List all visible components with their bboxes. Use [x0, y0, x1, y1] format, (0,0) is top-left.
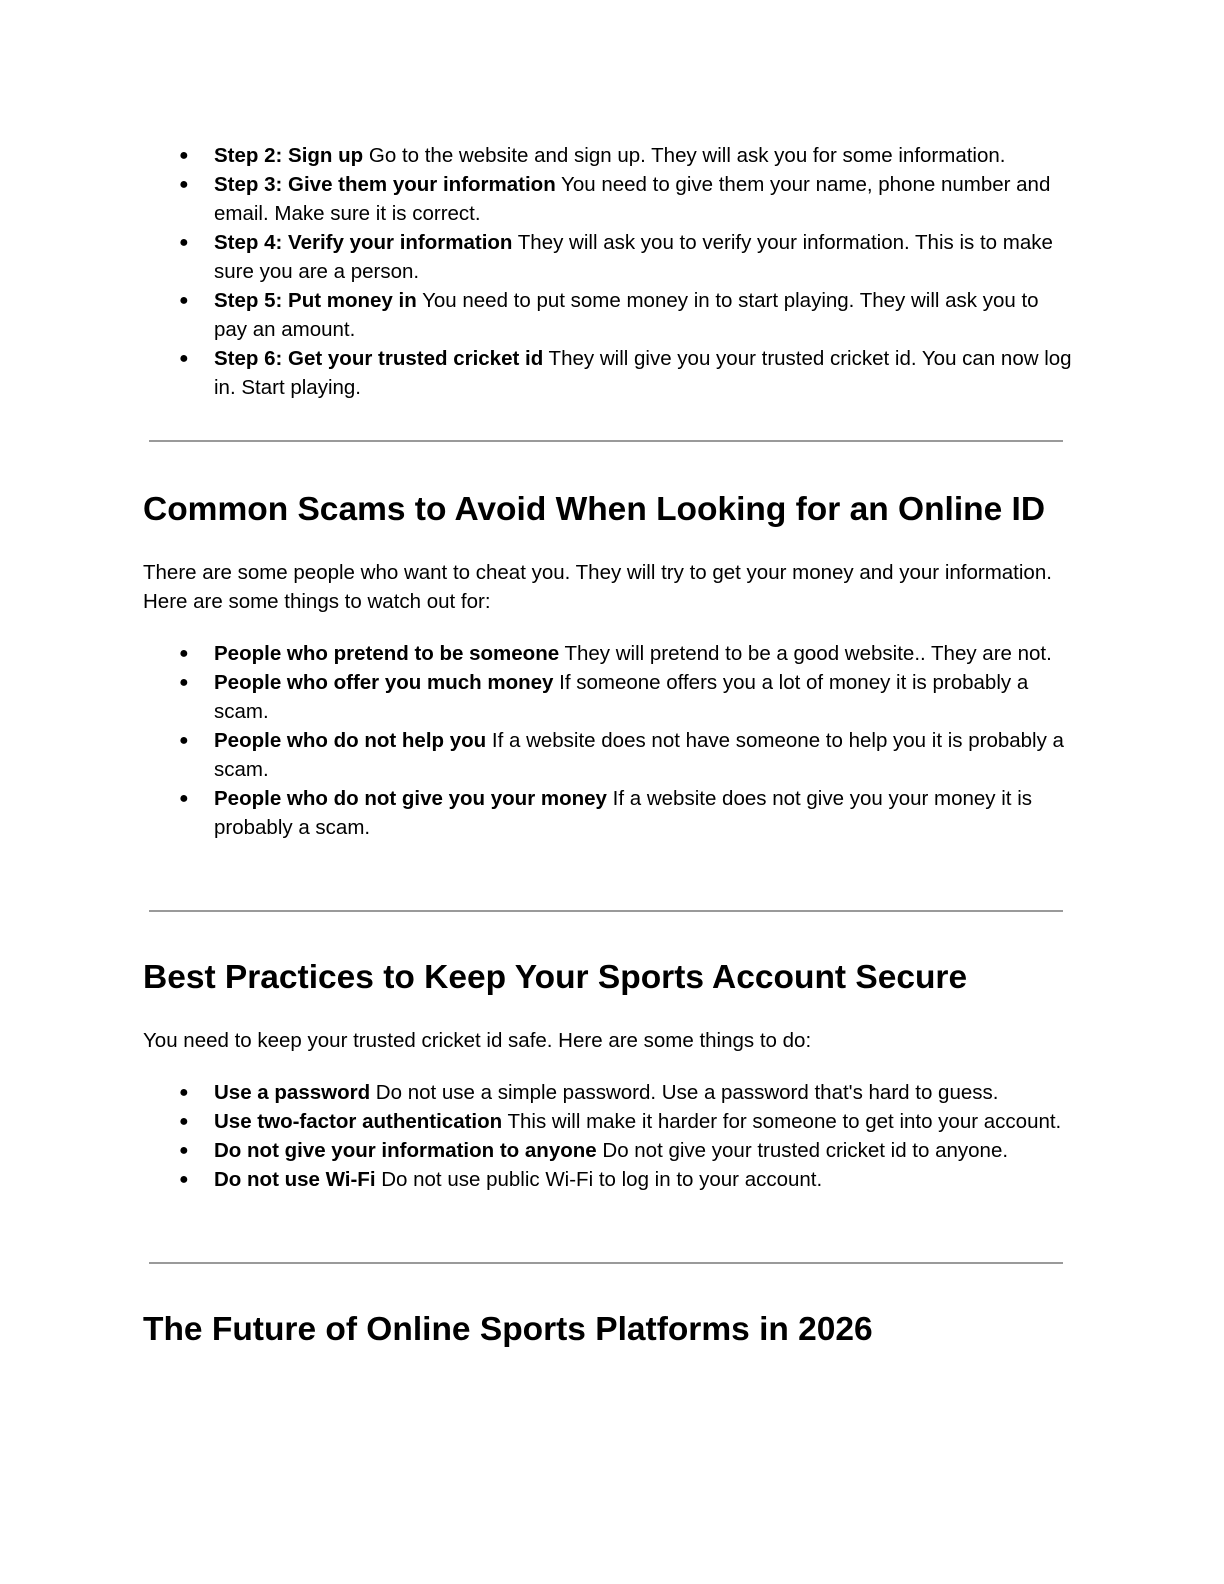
- item-text: Do not use a simple password. Use a password that's hard to guess.: [370, 1081, 999, 1104]
- bullet-icon: ●: [179, 350, 189, 367]
- bullet-icon: ●: [179, 1113, 189, 1130]
- bullet-icon: ●: [179, 790, 189, 807]
- section-divider: [143, 1262, 1073, 1264]
- section-divider: [143, 910, 1073, 912]
- list-item: [143, 344, 1073, 402]
- item-title: Step 2: Sign up: [214, 144, 364, 167]
- practices-list: [143, 1078, 1073, 1194]
- bullet-icon: ●: [179, 234, 189, 251]
- list-item: [143, 1107, 1073, 1136]
- item-title: Use a password: [214, 1081, 371, 1104]
- item-text: They will give you your trusted cricket id. You can now log in. Start playing.: [214, 347, 1072, 399]
- bullet-icon: ●: [179, 674, 189, 691]
- section-heading: Common Scams to Avoid When Looking for an Online ID: [143, 491, 1046, 528]
- item-text: You need to put some money in to start playing. They will ask you to pay an amount.: [214, 289, 1039, 341]
- item-text: If a website does not have someone to help you it is probably a scam.: [214, 729, 1064, 781]
- list-item: [143, 141, 1073, 170]
- list-item: [143, 784, 1073, 842]
- item-title: Step 5: Put money in: [214, 289, 417, 312]
- list-item: [143, 1165, 1073, 1194]
- list-item: [143, 639, 1073, 668]
- horizontal-rule: [149, 1262, 1063, 1264]
- item-title: Step 6: Get your trusted cricket id: [214, 347, 544, 370]
- bullet-icon: ●: [179, 292, 189, 309]
- bullet-icon: ●: [179, 176, 189, 193]
- section-heading: Best Practices to Keep Your Sports Account Secure: [143, 959, 968, 996]
- bullet-icon: ●: [179, 1142, 189, 1159]
- practices-section: [143, 958, 1073, 1194]
- list-item: [143, 1136, 1073, 1165]
- scams-section: [143, 490, 1073, 842]
- item-title: Use two-factor authentication: [214, 1110, 503, 1133]
- bullet-icon: ●: [179, 732, 189, 749]
- section-intro: You need to keep your trusted cricket id safe. Here are some things to do:: [143, 1029, 812, 1052]
- item-text: If a website does not give you your money it is probably a scam.: [214, 787, 1032, 839]
- section-divider: [143, 440, 1073, 442]
- section-intro: There are some people who want to cheat you. They will try to get your money and your information. Here are some things to watch out for:: [143, 561, 1052, 613]
- item-title: Step 3: Give them your information: [214, 173, 556, 196]
- item-text: This will make it harder for someone to get into your account.: [502, 1110, 1062, 1133]
- list-item: [143, 726, 1073, 784]
- item-title: People who do not help you: [214, 729, 487, 752]
- list-item: [143, 228, 1073, 286]
- item-text: If someone offers you a lot of money it is probably a scam.: [214, 671, 1029, 723]
- item-text: They will ask you to verify your information. This is to make sure you are a person.: [214, 231, 1053, 283]
- item-text: Do not give your trusted cricket id to anyone.: [596, 1139, 1009, 1162]
- bullet-icon: ●: [179, 1171, 189, 1188]
- item-text: Go to the website and sign up. They will ask you for some information.: [363, 144, 1006, 167]
- item-title: People who pretend to be someone: [214, 642, 560, 665]
- section-heading: The Future of Online Sports Platforms in 2026: [143, 1311, 873, 1348]
- steps-list: [143, 141, 1073, 402]
- horizontal-rule: [149, 910, 1063, 912]
- item-text: You need to give them your name, phone number and email. Make sure it is correct.: [214, 173, 1051, 225]
- list-item: [143, 286, 1073, 344]
- item-title: People who do not give you your money: [214, 787, 607, 810]
- item-title: People who offer you much money: [214, 671, 554, 694]
- item-title: Do not give your information to anyone: [214, 1139, 597, 1162]
- horizontal-rule: [149, 440, 1063, 442]
- list-item: [143, 1078, 1073, 1107]
- list-item: [143, 668, 1073, 726]
- item-text: Do not use public Wi-Fi to log in to your account.: [375, 1168, 823, 1191]
- item-text: They will pretend to be a good website.. They are not.: [559, 642, 1052, 665]
- list-item: [143, 170, 1073, 228]
- scams-list: [143, 639, 1073, 842]
- item-title: Step 4: Verify your information: [214, 231, 513, 254]
- item-title: Do not use Wi-Fi: [214, 1168, 376, 1191]
- bullet-icon: ●: [179, 1084, 189, 1101]
- steps-section: [143, 141, 1073, 402]
- future-section: [143, 1310, 1073, 1350]
- bullet-icon: ●: [179, 645, 189, 662]
- bullet-icon: ●: [179, 147, 189, 164]
